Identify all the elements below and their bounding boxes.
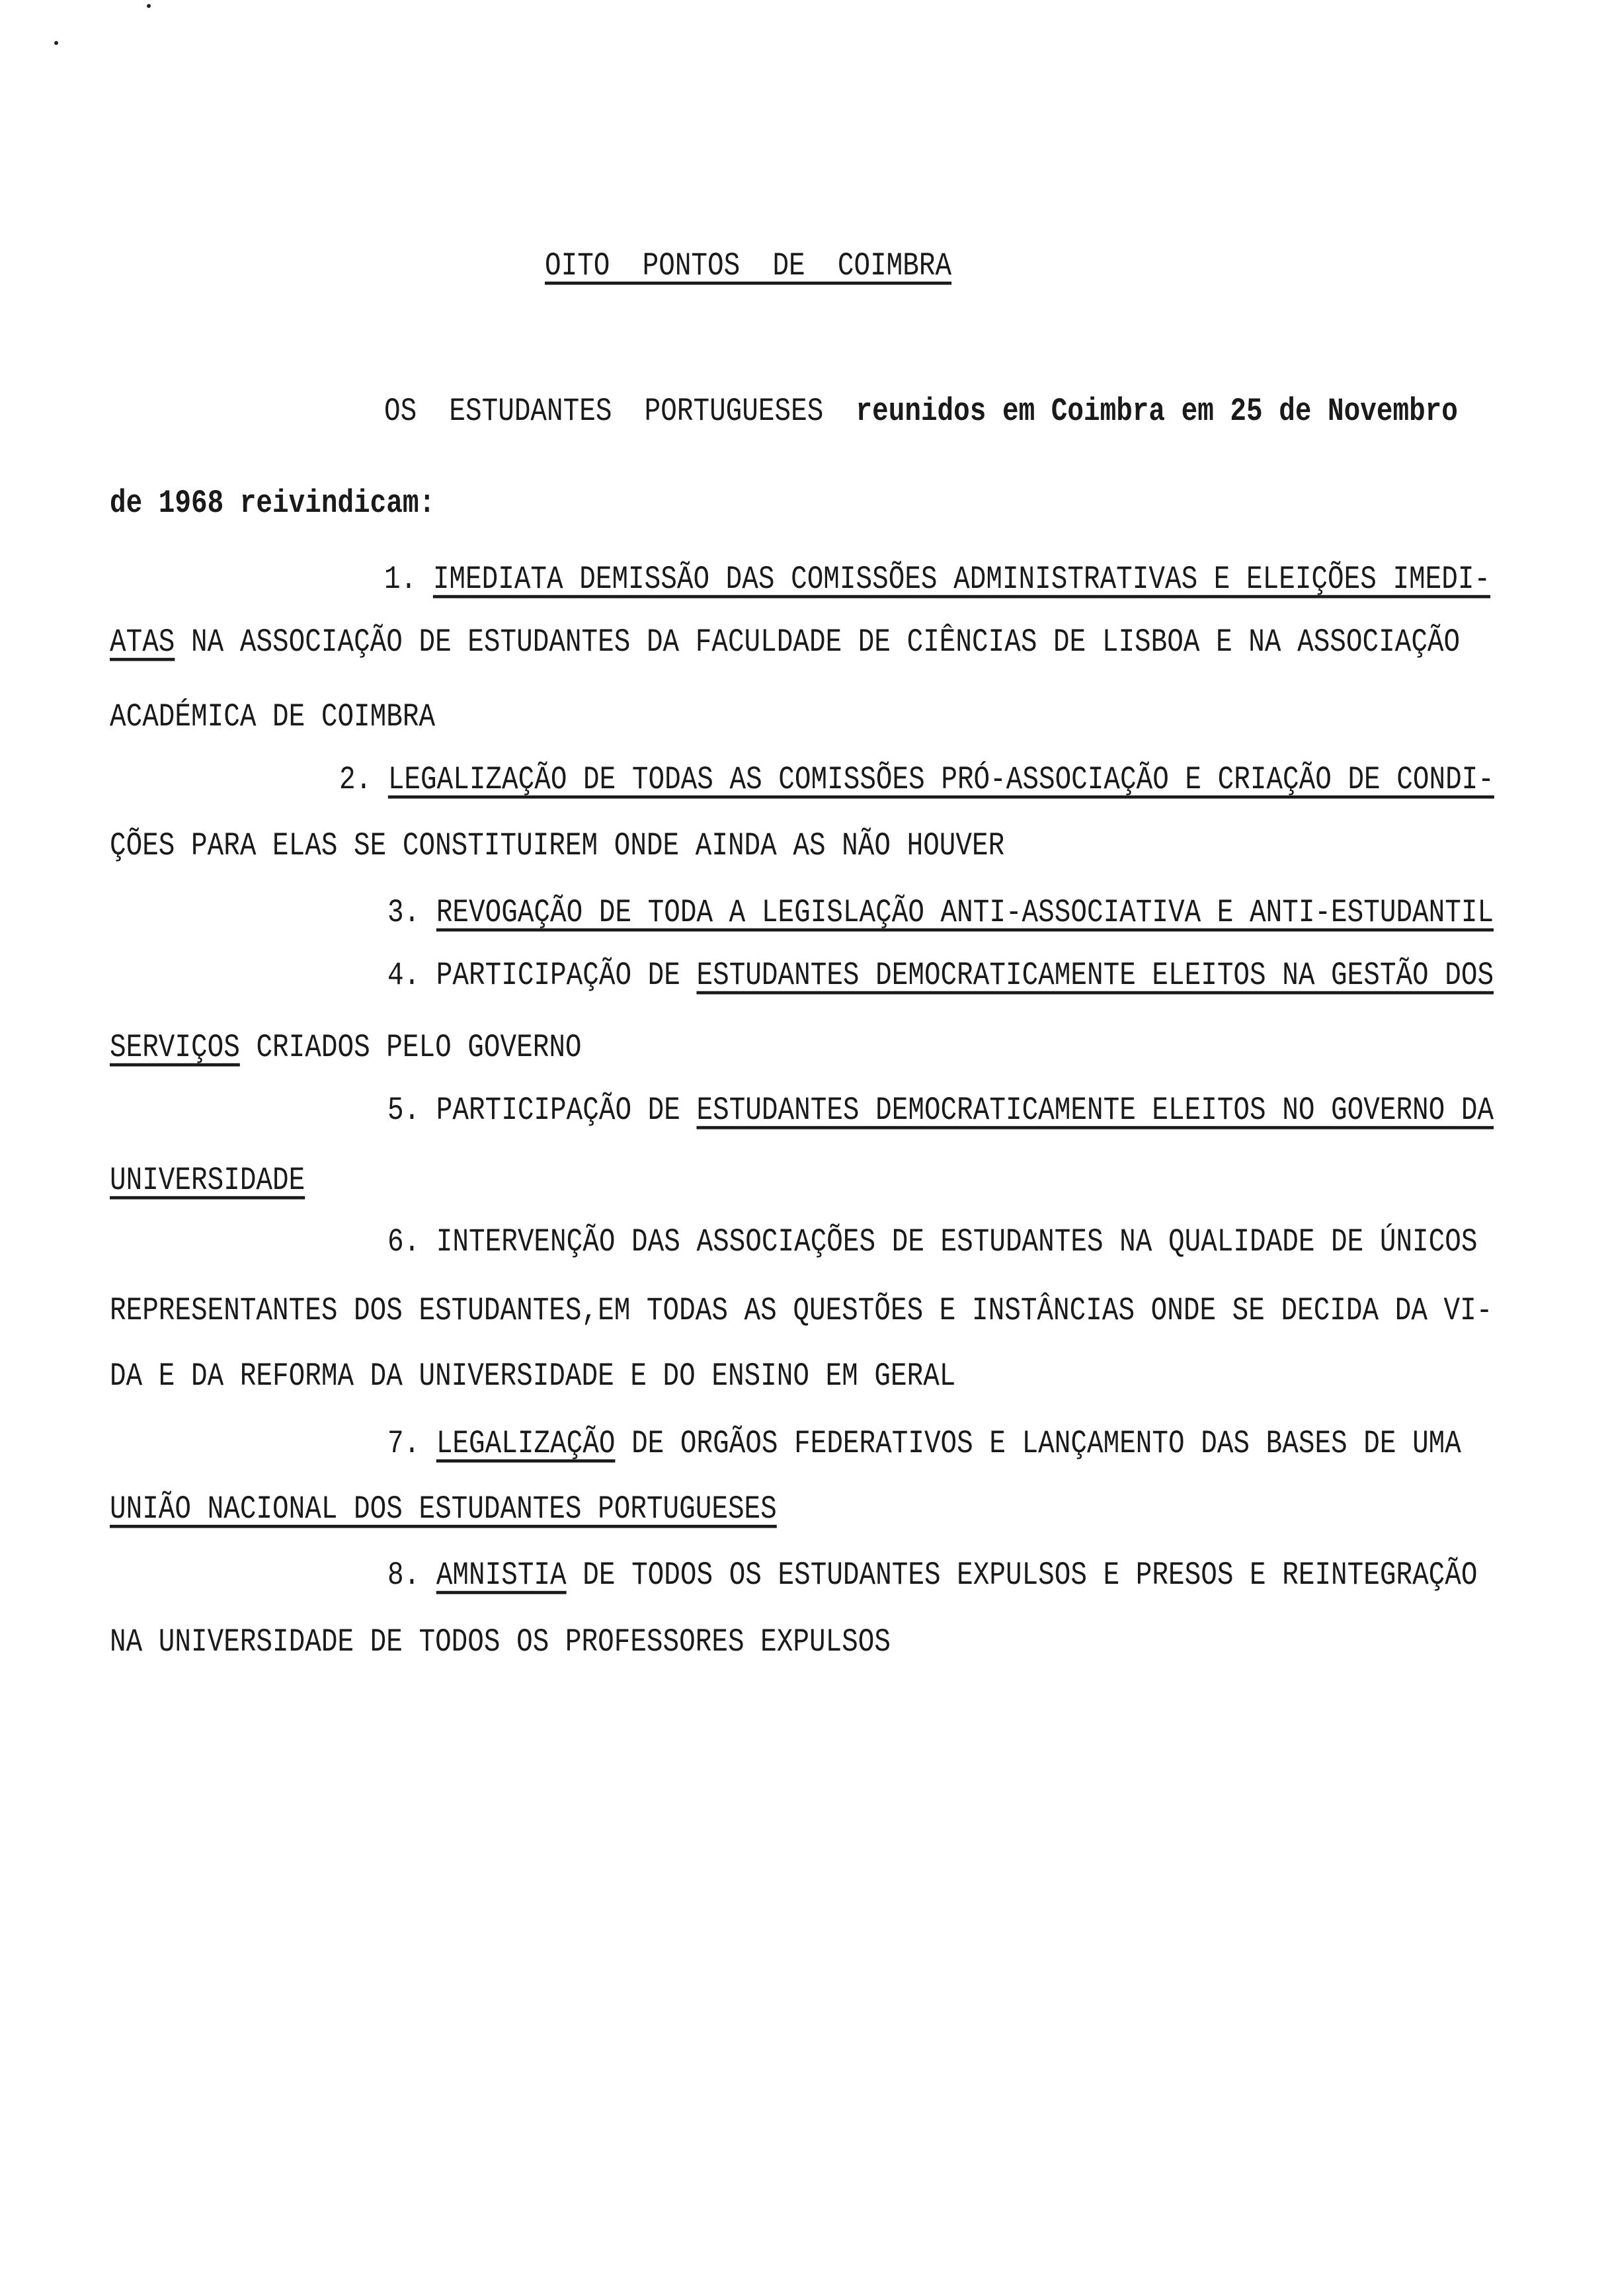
underlined-text: UNIÃO NACIONAL DOS ESTUDANTES PORTUGUESES [110,1491,777,1528]
text-segment: CRIADOS PELO GOVERNO [239,1030,582,1067]
underlined-text: SERVIÇOS [110,1030,240,1067]
ink-speck [147,4,151,8]
text-segment: reunidos em Coimbra em 25 de Novembro [856,393,1458,430]
demand-continuation-line [110,1292,1492,1331]
demand-continuation-line [110,1028,582,1068]
text-segment: 3. [387,895,436,932]
underlined-text: ATAS [110,624,175,661]
text-segment: REPRESENTANTES DOS ESTUDANTES,EM TODAS AS QUESTÕES E INSTÂNCIAS ONDE SE DECIDA DA VI- [110,1293,1493,1330]
demand-item-line [387,1091,1494,1131]
demand-item-line [387,893,1494,933]
underlined-text: LEGALIZAÇÃO [436,1426,616,1463]
text-segment: 1. [384,561,433,598]
demand-item-line [387,1223,1477,1262]
underlined-text: OITO PONTOS DE COIMBRA [545,248,952,285]
text-segment: 4. PARTICIPAÇÃO DE [387,958,697,995]
underlined-text: AMNISTIA [436,1557,567,1594]
text-segment: NA ASSOCIAÇÃO DE ESTUDANTES DA FACULDADE DE CIÊNCIAS DE LISBOA E NA ASSOCIAÇÃO [175,624,1461,661]
text-segment: NA UNIVERSIDADE DE TODOS OS PROFESSORES EXPULSOS [110,1624,891,1661]
text-segment: de 1968 reivindicam: [110,485,436,522]
text-segment: 5. PARTICIPAÇÃO DE [387,1092,697,1129]
text-segment: ÇÕES PARA ELAS SE CONSTITUIREM ONDE AINDA AS NÃO HOUVER [110,828,1005,865]
intro-line [110,484,435,524]
demand-continuation-line [110,698,435,737]
demand-item-line [387,1556,1477,1596]
demand-item-line [384,560,1490,600]
text-segment: OS ESTUDANTES PORTUGUESES [384,393,856,430]
text-segment: DE TODOS OS ESTUDANTES EXPULSOS E PRESOS E REINTEGRAÇÃO [566,1557,1478,1594]
document-title [545,247,951,286]
demand-continuation-line [110,1357,955,1397]
intro-line [384,392,1458,432]
text-segment: 7. [387,1426,436,1463]
text-segment: DA E DA REFORMA DA UNIVERSIDADE E DO ENSINO EM GERAL [110,1358,956,1395]
text-segment: 2. [339,762,388,799]
text-segment: 6. INTERVENÇÃO DAS ASSOCIAÇÕES DE ESTUDANTES NA QUALIDADE DE ÚNICOS [387,1224,1478,1261]
demand-item-line [387,956,1494,996]
demand-continuation-line [110,1161,305,1201]
text-segment: DE ORGÃOS FEDERATIVOS E LANÇAMENTO DAS BASES DE UMA [615,1426,1461,1463]
underlined-text: ESTUDANTES DEMOCRATICAMENTE ELEITOS NO GOVERNO DA [696,1092,1494,1129]
underlined-text: LEGALIZAÇÃO DE TODAS AS COMISSÕES PRÓ-ASSOCIAÇÃO E CRIAÇÃO DE CONDI- [387,762,1494,799]
text-segment: ACADÉMICA DE COIMBRA [110,699,436,736]
underlined-text: ESTUDANTES DEMOCRATICAMENTE ELEITOS NA GESTÃO DOS [696,958,1494,995]
demand-continuation-line [110,1490,777,1530]
underlined-text: UNIVERSIDADE [110,1163,305,1200]
ink-speck [54,41,58,45]
demand-continuation-line [110,1623,891,1662]
demand-item-line [339,760,1494,800]
demand-continuation-line [110,623,1460,663]
demand-item-line [387,1424,1461,1464]
underlined-text: REVOGAÇÃO DE TODA A LEGISLAÇÃO ANTI-ASSOCIATIVA E ANTI-ESTUDANTIL [436,895,1494,932]
demand-continuation-line [110,827,1004,866]
underlined-text: IMEDIATA DEMISSÃO DAS COMISSÕES ADMINISTRATIVAS E ELEIÇÕES IMEDI- [432,561,1491,598]
text-segment: 8. [387,1557,436,1594]
